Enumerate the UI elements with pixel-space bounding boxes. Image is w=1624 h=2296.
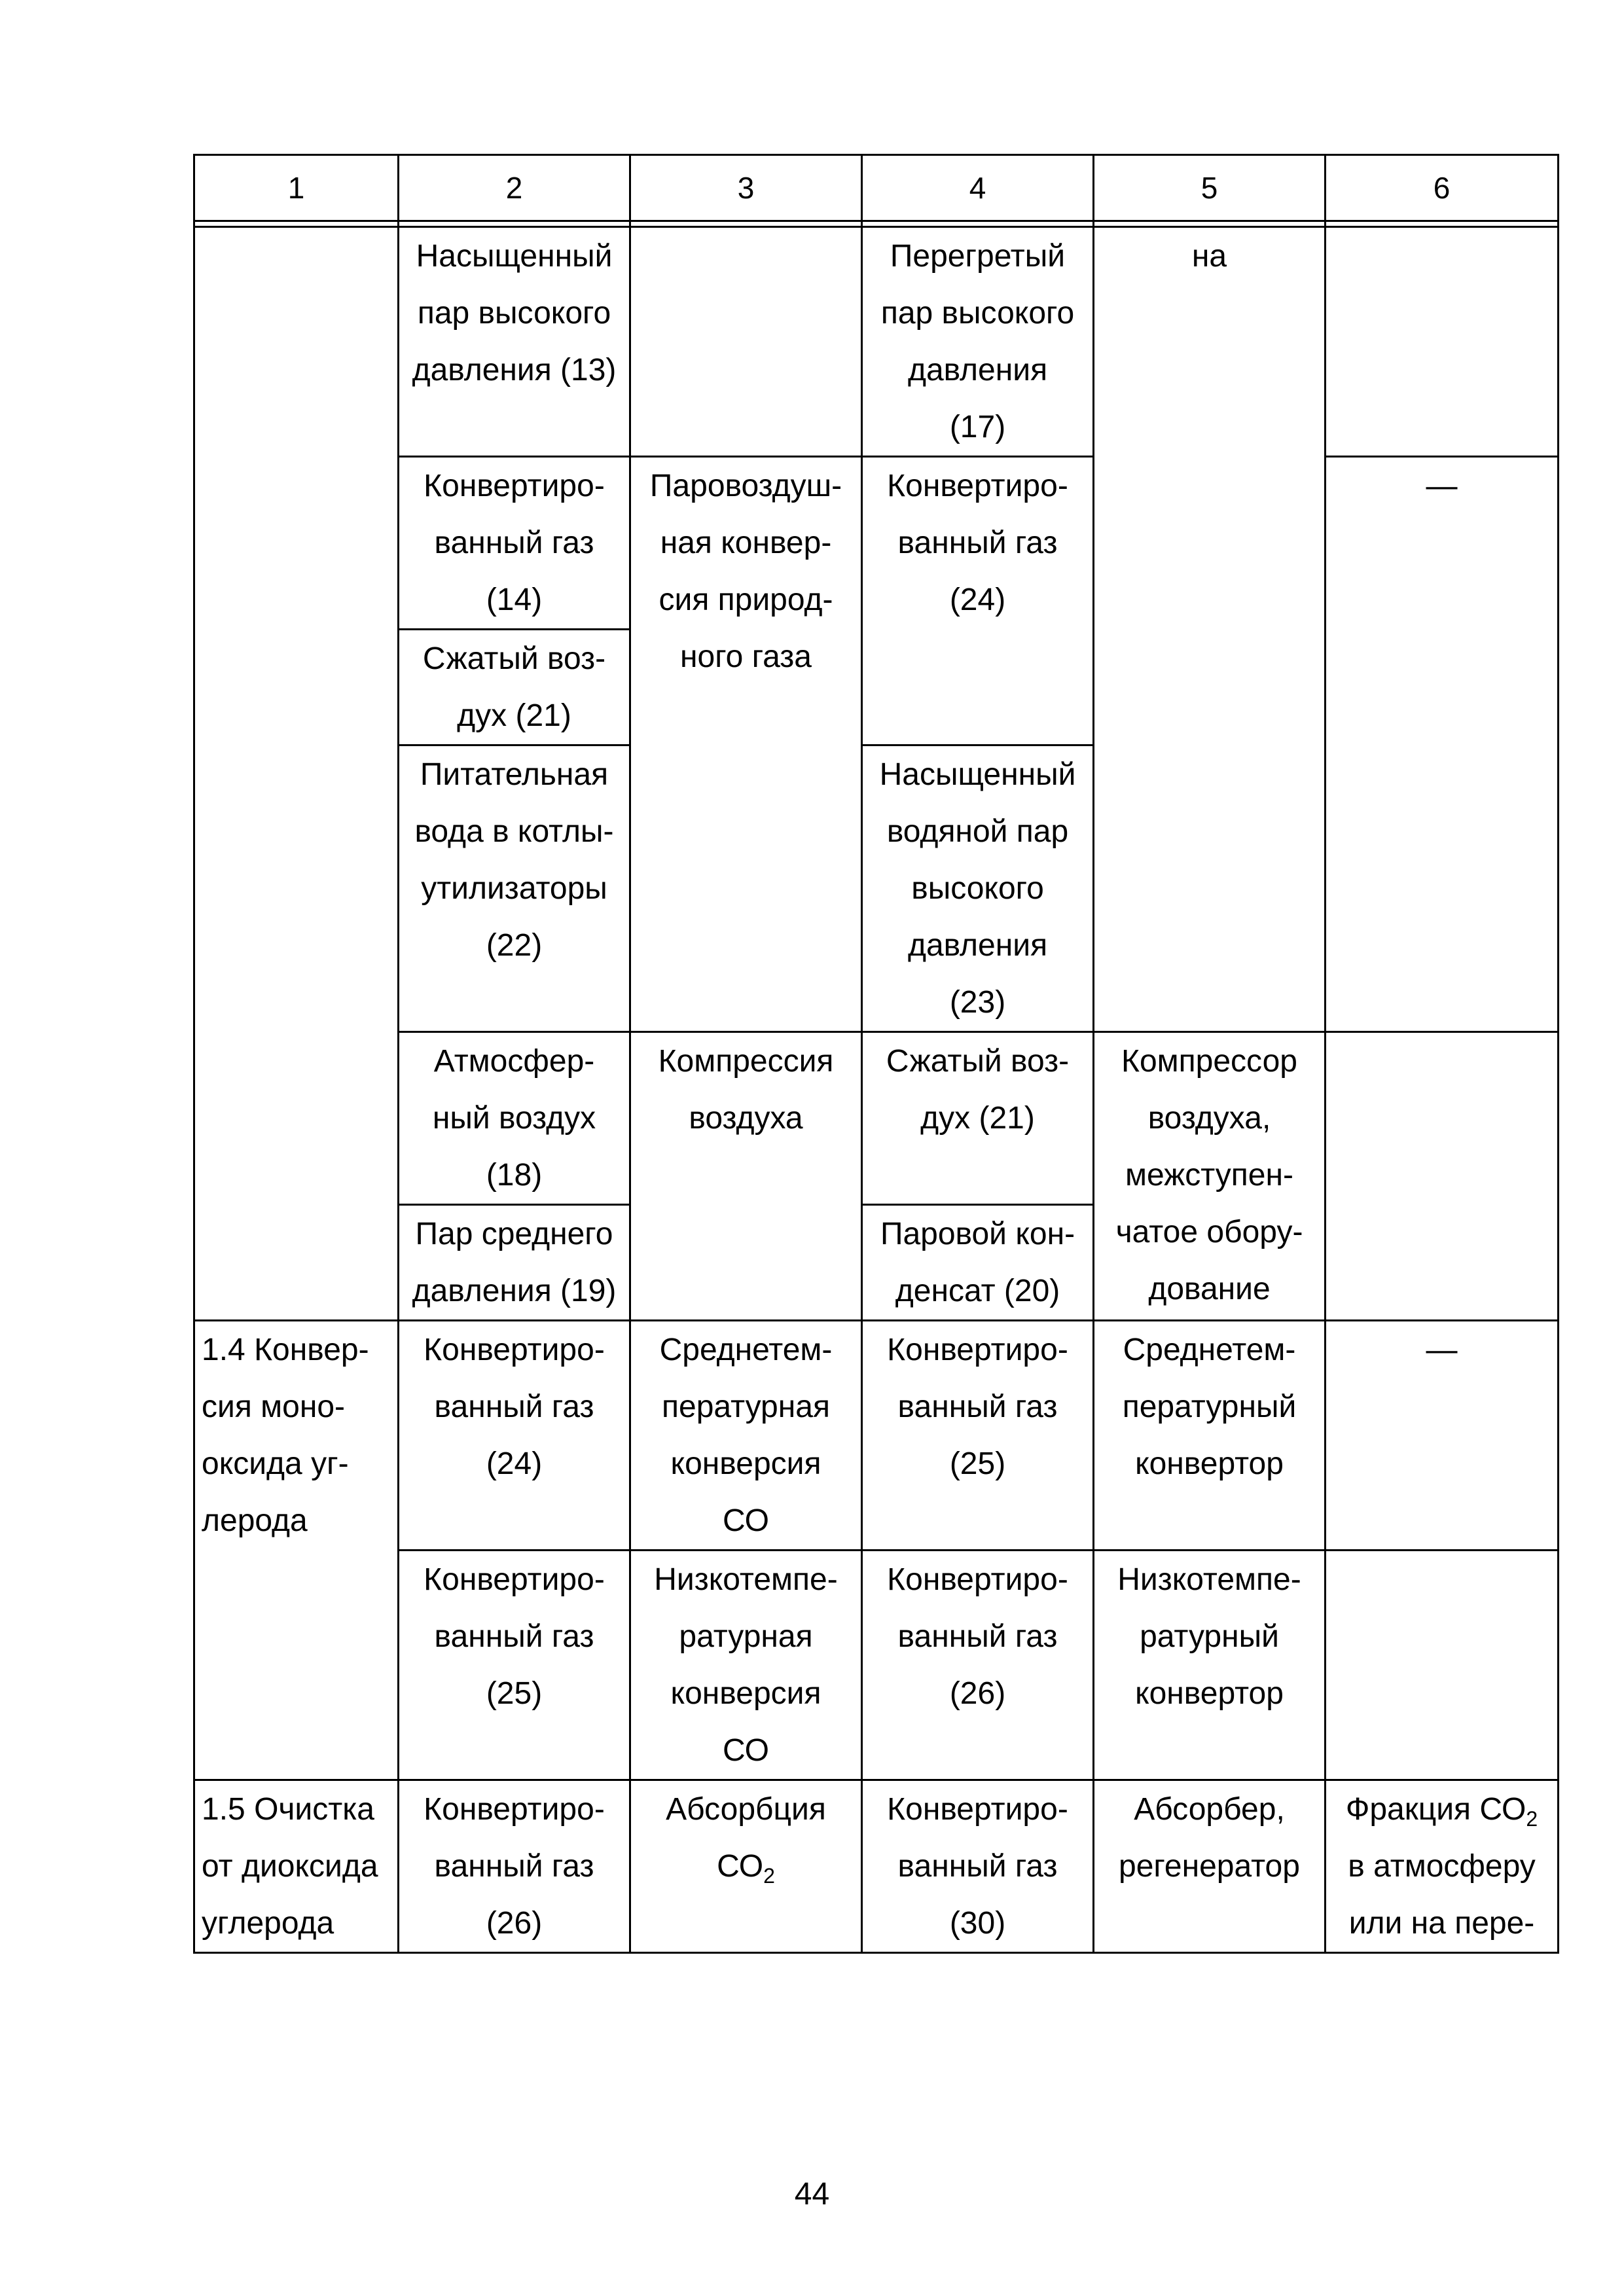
- waste-prefix: Фракция СО: [1345, 1792, 1526, 1827]
- cell-output: Конвертиро- ванный газ (25): [862, 1321, 1094, 1551]
- cell-input: Конвертиро- ванный газ (25): [399, 1551, 630, 1780]
- cell-input: Насыщенный пар высокого давления (13): [399, 227, 630, 457]
- header-row: [194, 155, 1559, 221]
- cell-output: Перегретый пар высокого давления (17): [862, 227, 1094, 457]
- cell-input: Атмосфер- ный воздух (18): [399, 1032, 630, 1205]
- table-row: [194, 457, 1559, 630]
- process-label: Абсорбция: [666, 1792, 826, 1827]
- cell-output: Конвертиро- ванный газ (30): [862, 1780, 1094, 1953]
- cell-output: Насыщенный водяной пар высокого давления (23): [862, 745, 1094, 1032]
- cell-input: Питательная вода в котлы- утилизаторы (22): [399, 745, 630, 1032]
- table-row: [194, 1032, 1559, 1205]
- cell-waste: [1326, 1780, 1559, 1953]
- cell-input: Конвертиро- ванный газ (24): [399, 1321, 630, 1551]
- header-col-1: 1: [194, 155, 399, 221]
- stage-cell: 1.4 Конвер- сия моно- оксида уг- лерода: [194, 1321, 399, 1780]
- waste-rest: в атмосферу или на пере-: [1348, 1849, 1536, 1941]
- table-row: [194, 1321, 1559, 1551]
- cell-equipment: на: [1094, 227, 1326, 1032]
- table-row: [194, 227, 1559, 457]
- cell-output: Конвертиро- ванный газ (26): [862, 1551, 1094, 1780]
- page-number: 44: [794, 2177, 830, 2212]
- stage-cell: 1.5 Очистка от диоксида углерода: [194, 1780, 399, 1953]
- cell-process-empty: [630, 227, 862, 457]
- cell-input: Конвертиро- ванный газ (26): [399, 1780, 630, 1953]
- cell-input: Конвертиро- ванный газ (14): [399, 457, 630, 630]
- cell-output: Паровой кон- денсат (20): [862, 1205, 1094, 1321]
- cell-equipment: Среднетем- пературный конвертор: [1094, 1321, 1326, 1551]
- header-col-3: 3: [630, 155, 862, 221]
- stage-cell-continued: [194, 227, 399, 1321]
- cell-equipment: Абсорбер, регенератор: [1094, 1780, 1326, 1953]
- table-row: [194, 1780, 1559, 1953]
- cell-equipment: Компрессор воздуха, межступен- чатое обору- дование: [1094, 1032, 1326, 1321]
- cell-waste: —: [1326, 457, 1559, 1032]
- cell-input: Пар среднего давления (19): [399, 1205, 630, 1321]
- header-col-5: 5: [1094, 155, 1326, 221]
- subscript: 2: [1526, 1807, 1538, 1831]
- header-separator: [194, 221, 1559, 227]
- cell-waste: —: [1326, 1321, 1559, 1551]
- cell-waste-empty: [1326, 227, 1559, 457]
- cell-process: Низкотемпе- ратурная конверсия СО: [630, 1551, 862, 1780]
- cell-process: Среднетем- пературная конверсия СО: [630, 1321, 862, 1551]
- co2-formula: СО: [717, 1849, 764, 1884]
- cell-process: [630, 1780, 862, 1953]
- subscript: 2: [763, 1864, 775, 1888]
- cell-input: Сжатый воз- дух (21): [399, 630, 630, 745]
- process-table: [193, 154, 1559, 1954]
- cell-process: Компрессия воздуха: [630, 1032, 862, 1321]
- cell-output: Сжатый воз- дух (21): [862, 1032, 1094, 1205]
- cell-waste-empty: [1326, 1032, 1559, 1321]
- header-col-2: 2: [399, 155, 630, 221]
- cell-equipment: Низкотемпе- ратурный конвертор: [1094, 1551, 1326, 1780]
- cell-waste-empty: [1326, 1551, 1559, 1780]
- table-row: [194, 1551, 1559, 1780]
- cell-process: Паровоздуш- ная конвер- сия природ- ного газа: [630, 457, 862, 1032]
- cell-output: Конвертиро- ванный газ (24): [862, 457, 1094, 745]
- header-col-4: 4: [862, 155, 1094, 221]
- header-col-6: 6: [1326, 155, 1559, 221]
